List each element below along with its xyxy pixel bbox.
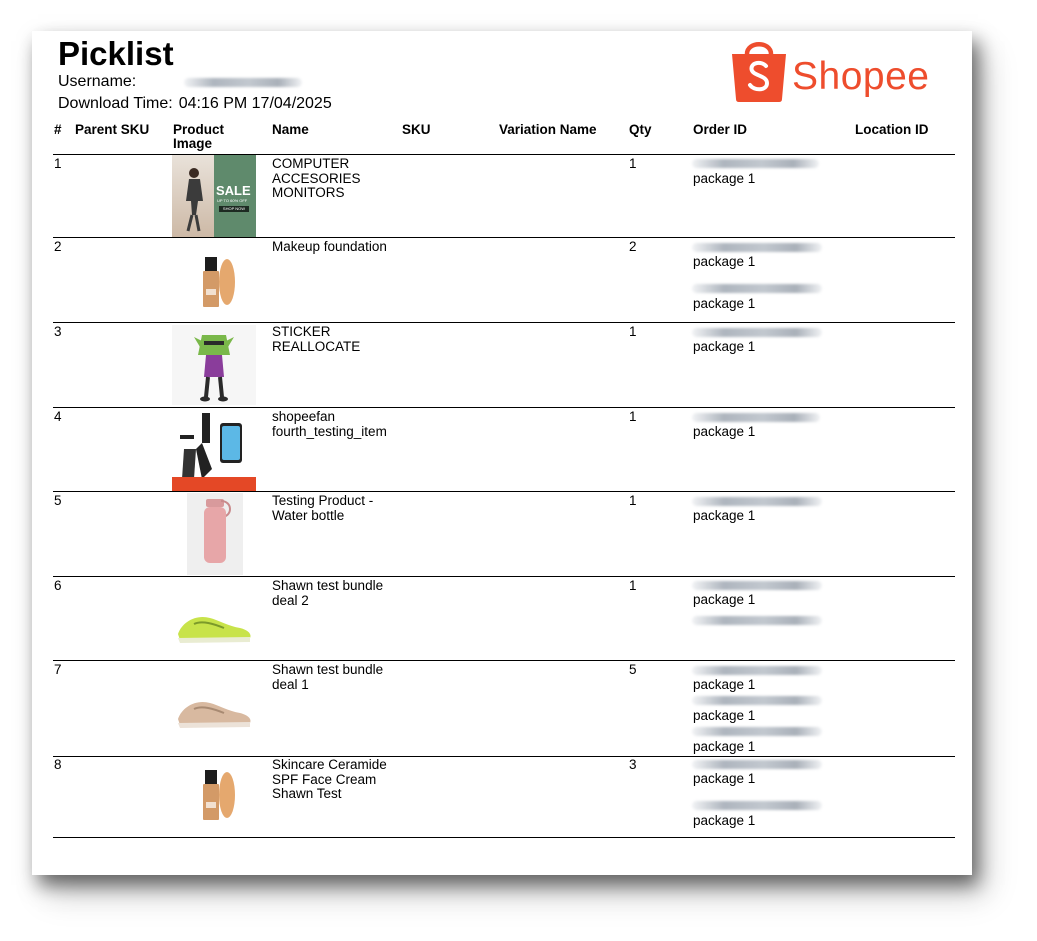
order-id-redacted [692, 413, 820, 422]
row-name [272, 663, 383, 692]
row-name [272, 579, 383, 608]
product-image-water-bottle [187, 493, 243, 575]
table-rule [53, 756, 955, 757]
download-time-value: 04:16 PM 17/04/2025 [178, 95, 332, 112]
order-id-redacted [692, 243, 822, 252]
row-qty: 1 [629, 493, 637, 508]
foundation-bottle-icon [197, 253, 239, 313]
package-label: package 1 [693, 592, 756, 607]
table-rule [53, 837, 955, 838]
row-qty: 3 [629, 757, 637, 772]
order-id-redacted [692, 328, 822, 337]
row-name [272, 240, 387, 255]
package-label: package 1 [693, 739, 756, 754]
name-line: Shawn Test [272, 786, 342, 801]
shopee-wordmark: Shopee [792, 55, 930, 98]
row-name [272, 758, 387, 802]
order-id-redacted [692, 727, 822, 736]
order-id-redacted [692, 696, 822, 705]
row-qty: 1 [629, 156, 637, 171]
package-label: package 1 [693, 171, 756, 186]
order-id-redacted [692, 284, 822, 293]
name-line: Shawn test bundle [272, 662, 384, 677]
name-line: fourth_testing_item [272, 423, 387, 439]
col-product-image [173, 123, 224, 151]
product-image-cartoon [172, 325, 256, 405]
table-rule [53, 491, 955, 492]
package-label: package 1 [693, 296, 756, 311]
col-parent-sku: Parent SKU [75, 122, 150, 137]
foundation-bottle-icon [197, 766, 239, 826]
row-qty: 1 [629, 578, 637, 593]
table-rule [53, 660, 955, 661]
page-title: Picklist [58, 35, 174, 72]
col-qty: Qty [629, 122, 652, 137]
name-line: deal 2 [272, 592, 309, 608]
order-id-redacted [692, 760, 822, 769]
name-line: Testing Product - [272, 493, 374, 508]
col-number: # [54, 122, 62, 137]
package-label: package 1 [693, 339, 756, 354]
product-image-sneaker-yellow [174, 606, 254, 648]
download-time-line [58, 95, 332, 113]
package-label: package 1 [693, 508, 756, 523]
package-label: package 1 [693, 677, 756, 692]
sneaker-beige-icon [174, 691, 254, 733]
row-number: 2 [54, 239, 62, 254]
phone-holder-icon [172, 409, 256, 491]
package-label: package 1 [693, 771, 756, 786]
download-time-label: Download Time: [58, 95, 173, 112]
col-location-id: Location ID [855, 122, 929, 137]
name-line: STICKER [272, 324, 331, 339]
shopee-logo [729, 37, 929, 103]
name-line: Water bottle [272, 507, 345, 523]
package-label: package 1 [693, 424, 756, 439]
name-line: Makeup foundation [272, 239, 387, 254]
row-number: 1 [54, 156, 62, 171]
col-product-image-line2: Image [173, 136, 213, 151]
package-label: package 1 [693, 813, 756, 828]
row-number: 6 [54, 578, 62, 593]
name-line: shopeefan [272, 409, 336, 424]
col-name: Name [272, 122, 309, 137]
name-line: Shawn test bundle [272, 578, 384, 593]
col-product-image-line1: Product [173, 122, 225, 137]
product-image-sneaker-beige [174, 691, 254, 733]
name-line: REALLOCATE [272, 338, 361, 354]
table-rule [53, 576, 955, 577]
row-name [272, 325, 360, 354]
col-sku: SKU [402, 122, 431, 137]
order-id-redacted [692, 159, 819, 168]
row-qty: 1 [629, 409, 637, 424]
row-qty: 5 [629, 662, 637, 677]
row-number: 3 [54, 324, 62, 339]
name-line: MONITORS [272, 185, 345, 200]
name-line: SPF Face Cream [272, 771, 377, 787]
sale-cta: SHOP NOW [219, 206, 249, 212]
package-label: package 1 [693, 708, 756, 723]
username-label: Username: [58, 73, 137, 90]
shopee-bag-icon [729, 37, 789, 103]
order-id-redacted [692, 801, 822, 810]
table-rule [53, 407, 955, 408]
name-line: Skincare Ceramide [272, 757, 387, 772]
picklist-page [32, 31, 972, 875]
sale-text: SALE [216, 183, 251, 198]
sneaker-yellow-icon [174, 606, 254, 648]
package-label: package 1 [693, 254, 756, 269]
table-rule [53, 237, 955, 238]
sale-subtext: UP TO 60% OFF [217, 198, 248, 203]
col-variation-name: Variation Name [499, 122, 597, 137]
row-number: 4 [54, 409, 62, 424]
name-line: ACCESORIES [272, 170, 361, 186]
name-line: deal 1 [272, 676, 309, 692]
order-id-redacted [692, 666, 822, 675]
product-image-phone-holder [172, 409, 256, 491]
row-name [272, 494, 373, 523]
row-name [272, 410, 387, 439]
order-id-redacted [692, 497, 822, 506]
row-qty: 2 [629, 239, 637, 254]
water-bottle-icon [187, 493, 243, 575]
order-id-redacted [692, 581, 822, 590]
row-number: 5 [54, 493, 62, 508]
name-line: COMPUTER [272, 156, 350, 171]
product-image-sale-banner [172, 155, 256, 237]
cartoon-character-icon [172, 325, 256, 405]
username-redacted [184, 78, 302, 87]
table-rule [53, 322, 955, 323]
product-image-foundation [197, 253, 239, 313]
order-id-redacted [692, 616, 822, 625]
product-image-foundation [197, 766, 239, 826]
row-qty: 1 [629, 324, 637, 339]
row-name [272, 157, 361, 201]
row-number: 8 [54, 757, 62, 772]
row-number: 7 [54, 662, 62, 677]
model-figure-icon [172, 155, 214, 237]
col-order-id: Order ID [693, 122, 748, 137]
